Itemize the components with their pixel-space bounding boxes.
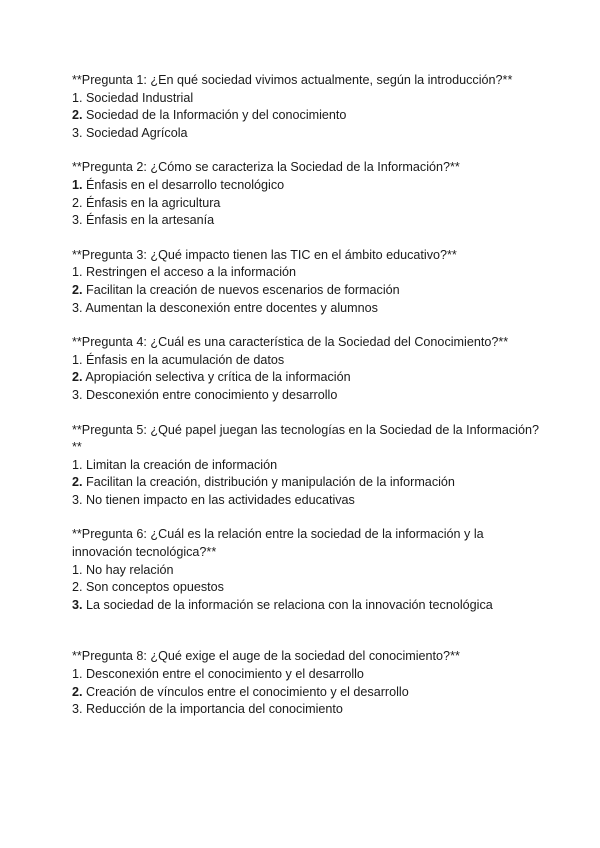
option-number: 2. — [72, 108, 83, 123]
option-3 — [72, 701, 542, 719]
option-1 — [72, 177, 542, 195]
option-3 — [72, 387, 542, 405]
option-text: Desconexión entre conocimiento y desarrollo — [82, 387, 338, 402]
option-2 — [72, 369, 542, 387]
option-3 — [72, 212, 542, 230]
option-number: 3. — [72, 492, 83, 507]
option-number: 2. — [72, 370, 83, 385]
option-text: Restringen el acceso a la información — [82, 265, 297, 280]
question-2 — [72, 159, 542, 229]
option-text: Reducción de la importancia del conocimiento — [82, 702, 343, 717]
option-3 — [72, 300, 542, 318]
option-text: Sociedad de la Información y del conocimiento — [82, 108, 347, 123]
option-3 — [72, 597, 542, 615]
option-text: Facilitan la creación de nuevos escenarios de formación — [82, 282, 400, 297]
option-3 — [72, 125, 542, 143]
option-1 — [72, 666, 542, 684]
question-8 — [72, 648, 542, 718]
option-1 — [72, 90, 542, 108]
option-number: 1. — [72, 457, 83, 472]
option-number: 3. — [72, 213, 83, 228]
option-2 — [72, 282, 542, 300]
question-title: **Pregunta 2: ¿Cómo se caracteriza la Sociedad de la Información?** — [72, 160, 460, 175]
option-number: 3. — [72, 300, 83, 315]
option-text: Énfasis en la agricultura — [82, 195, 221, 210]
option-number: 2. — [72, 475, 83, 490]
option-text: Sociedad Industrial — [82, 90, 194, 105]
option-number: 2. — [72, 282, 83, 297]
question-title: **Pregunta 3: ¿Qué impacto tienen las TIC en el ámbito educativo?** — [72, 247, 457, 262]
option-2 — [72, 684, 542, 702]
option-text: Creación de vínculos entre el conocimiento y el desarrollo — [82, 684, 409, 699]
option-number: 3. — [72, 702, 83, 717]
question-title: **Pregunta 6: ¿Cuál es la relación entre la sociedad de la información y la innovación tecnológica?** — [72, 527, 484, 560]
option-1 — [72, 562, 542, 580]
option-number: 2. — [72, 580, 83, 595]
option-3 — [72, 492, 542, 510]
question-5 — [72, 422, 542, 510]
option-text: Énfasis en la acumulación de datos — [82, 352, 285, 367]
option-number: 1. — [72, 352, 83, 367]
option-2 — [72, 107, 542, 125]
option-text: Aumentan la desconexión entre docentes y alumnos — [82, 300, 378, 315]
option-text: Apropiación selectiva y crítica de la información — [82, 370, 351, 385]
question-title: **Pregunta 5: ¿Qué papel juegan las tecnologías en la Sociedad de la Información?** — [72, 422, 539, 455]
question-title: **Pregunta 1: ¿En qué sociedad vivimos actualmente, según la introducción?** — [72, 73, 513, 87]
question-1 — [72, 72, 542, 142]
question-3 — [72, 247, 542, 317]
question-title: **Pregunta 4: ¿Cuál es una característica de la Sociedad del Conocimiento?** — [72, 335, 509, 350]
option-number: 2. — [72, 684, 83, 699]
option-text: Desconexión entre el conocimiento y el desarrollo — [82, 667, 364, 682]
option-1 — [72, 264, 542, 282]
option-number: 1. — [72, 562, 83, 577]
option-1 — [72, 352, 542, 370]
option-1 — [72, 457, 542, 475]
option-text: Énfasis en la artesanía — [82, 213, 215, 228]
option-number: 2. — [72, 195, 83, 210]
option-number: 3. — [72, 597, 83, 612]
option-number: 1. — [72, 265, 83, 280]
option-text: Limitan la creación de información — [82, 457, 278, 472]
option-number: 1. — [72, 667, 83, 682]
question-title: **Pregunta 8: ¿Qué exige el auge de la sociedad del conocimiento?** — [72, 649, 460, 664]
option-text: Son conceptos opuestos — [82, 580, 224, 595]
option-2 — [72, 579, 542, 597]
option-text: La sociedad de la información se relaciona con la innovación tecnológica — [82, 597, 493, 612]
option-number: 1. — [72, 90, 83, 105]
option-text: No tienen impacto en las actividades educativas — [82, 492, 355, 507]
document-page — [72, 72, 542, 736]
option-number: 3. — [72, 125, 83, 140]
option-number: 1. — [72, 177, 83, 192]
option-2 — [72, 474, 542, 492]
option-text: Énfasis en el desarrollo tecnológico — [82, 177, 285, 192]
question-4 — [72, 334, 542, 404]
option-text: Facilitan la creación, distribución y manipulación de la información — [82, 475, 455, 490]
option-text: No hay relación — [82, 562, 174, 577]
option-text: Sociedad Agrícola — [82, 125, 188, 140]
option-2 — [72, 195, 542, 213]
option-number: 3. — [72, 387, 83, 402]
question-6 — [72, 526, 542, 614]
